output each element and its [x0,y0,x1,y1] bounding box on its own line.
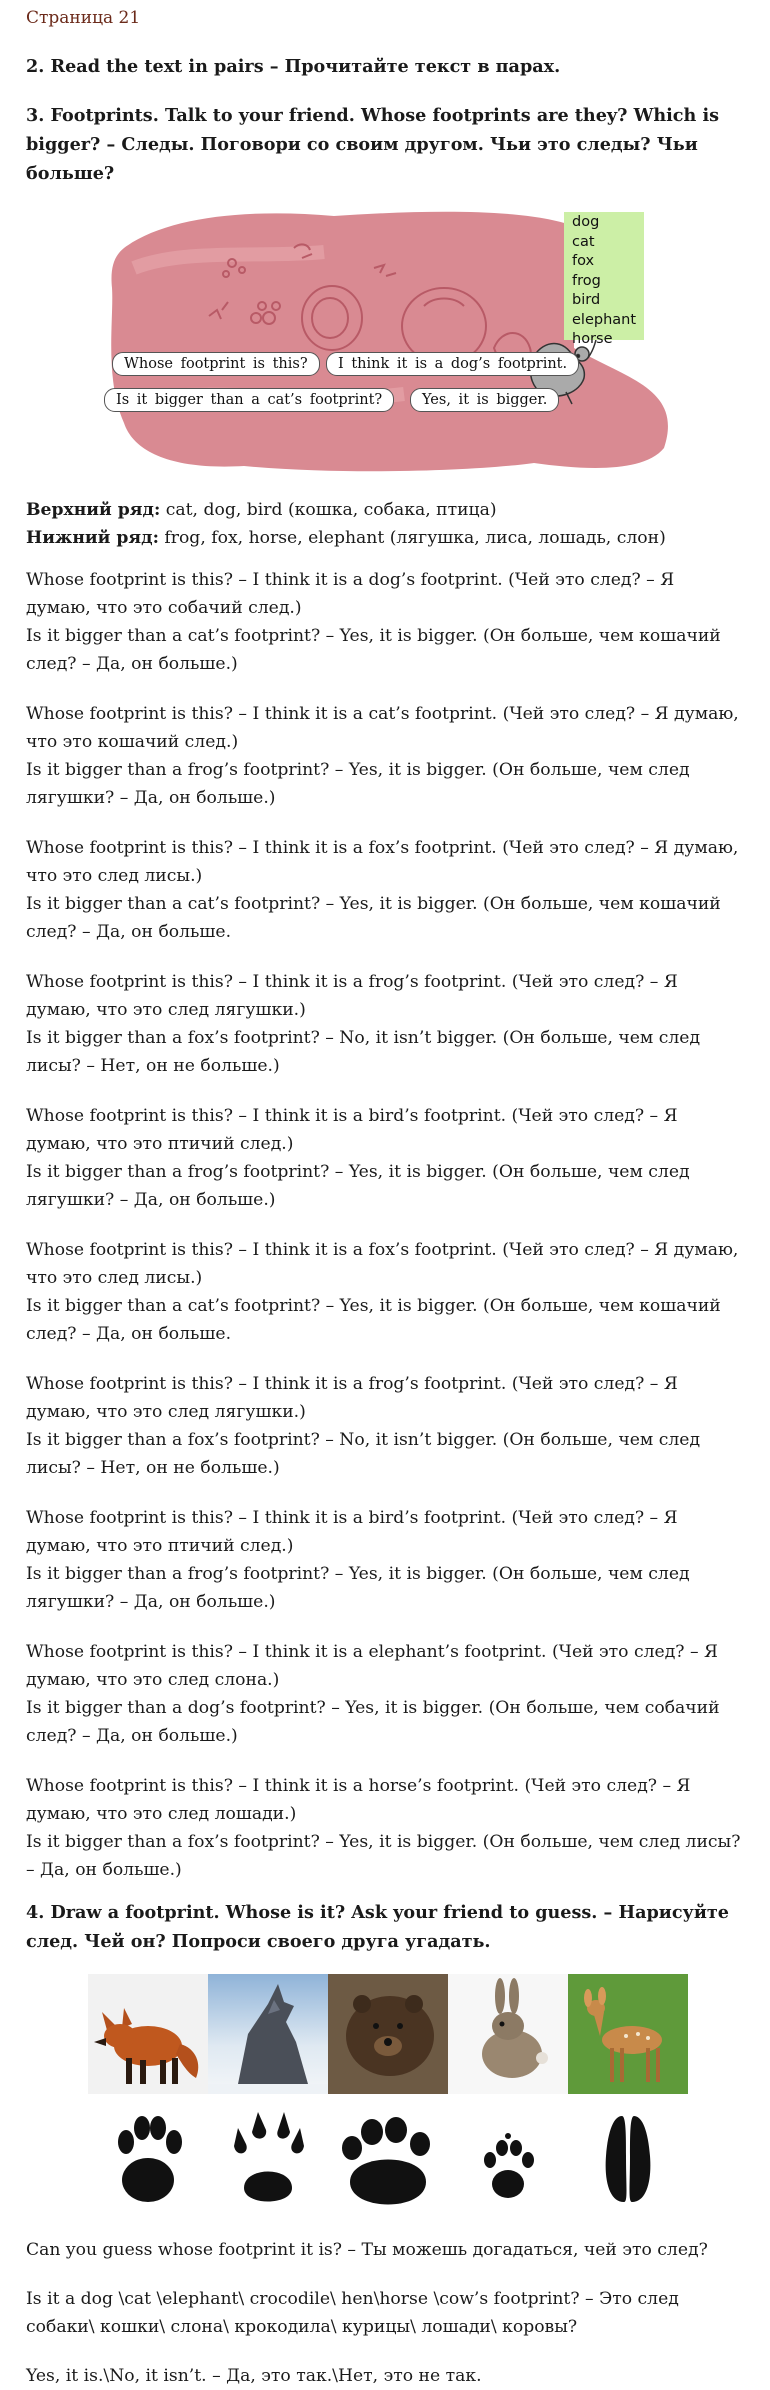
top-row-line [26,496,744,524]
dialogue-answer: Is it bigger than a frog’s footprint? – Yes, it is bigger. (Он больше, чем след лягушки? – Да, он больше.) [26,1162,690,1210]
bottom-row-line [26,524,744,552]
deer-photo-icon [568,1974,688,2094]
dialogue-block [26,566,744,678]
guess-answer: Yes, it is.\No, it isn’t. – Да, это так.\Нет, это не так. [26,2366,482,2386]
dialogue-answer: Is it bigger than a dog’s footprint? – Yes, it is bigger. (Он больше, чем собачий след? – Да, он больше.) [26,1698,720,1746]
bear-paw-print-icon [328,2102,448,2222]
bear-photo-icon [328,1974,448,2094]
dialogue-answer: Is it bigger than a fox’s footprint? – No, it isn’t bigger. (Он больше, чем след лисы? – Нет, он не больше.) [26,1028,701,1076]
speech-bubble: I think it is a dog’s footprint. [326,352,579,376]
dialogue-answer: Is it bigger than a fox’s footprint? – Yes, it is bigger. (Он больше, чем след лисы? – Да, он больше.) [26,1832,741,1880]
rows-answer [26,496,744,552]
dialogue-answer: Is it bigger than a cat’s footprint? – Yes, it is bigger. (Он больше, чем кошачий след? – Да, он больше. [26,1296,721,1344]
dialogue-question: Whose footprint is this? – I think it is a fox’s footprint. (Чей это след? – Я думаю, что это след лисы.) [26,1240,739,1288]
dialogue-block [26,1504,744,1616]
dialogue-question: Whose footprint is this? – I think it is a horse’s footprint. (Чей это след? – Я думаю, что это след лошади.) [26,1776,691,1824]
word-item: horse [572,331,613,347]
guess-list: Is it a dog \cat \elephant\ crocodile\ hen\horse \cow’s footprint? – Это след собаки\ кошки\ слона\ крокодила\ курицы\ лошади\ коровы? [26,2289,679,2337]
word-item: bird [572,292,601,308]
word-item: fox [572,253,595,269]
breadcrumb[interactable]: Страница 21 [26,8,141,28]
dialogue-block [26,968,744,1080]
dialogue-question: Whose footprint is this? – I think it is a elephant’s footprint. (Чей это след? – Я думаю, что это след слона.) [26,1642,718,1690]
word-item: elephant [572,311,637,328]
fox-photo-icon [88,1974,208,2094]
dialogue-question: Whose footprint is this? – I think it is a bird’s footprint. (Чей это след? – Я думаю, что это птичий след.) [26,1106,678,1154]
task-4-heading: 4. Draw a footprint. Whose is it? Ask your friend to guess. – Нарисуйте след. Чей он? Попроси своего друга угадать. [26,1902,729,1952]
animals-and-footprints [0,1974,770,2234]
animal-word-list [564,212,644,347]
dialogue-block [26,834,744,946]
bottom-row-label: Нижний ряд: [26,528,159,548]
speech-bubble: Yes, it is bigger. [410,388,559,412]
dialogue-block [26,700,744,812]
word-item: cat [572,233,595,250]
top-row-text: cat, dog, bird (кошка, собака, птица) [160,500,497,520]
dialogue-question: Whose footprint is this? – I think it is a dog’s footprint. (Чей это след? – Я думаю, что это собачий след.) [26,570,675,618]
dialogue-answer: Is it bigger than a fox’s footprint? – No, it isn’t bigger. (Он больше, чем след лисы? – Нет, он не больше.) [26,1430,701,1478]
fox-paw-print-icon [88,2102,208,2222]
wolf-paw-print-icon [208,2102,328,2222]
rabbit-paw-print-icon [448,2102,568,2222]
word-item: frog [572,272,601,289]
wolf-photo-icon [208,1974,328,2094]
dialogue-block [26,1236,744,1348]
dialogue-block [26,1772,744,1884]
dialogue-block [26,1102,744,1214]
deer-hoof-print-icon [568,2102,688,2222]
bottom-row-text: frog, fox, horse, elephant (лягушка, лиса, лошадь, слон) [158,528,666,548]
dialogue-answer: Is it bigger than a frog’s footprint? – Yes, it is bigger. (Он больше, чем след лягушки? – Да, он больше.) [26,760,690,808]
guess-question: Can you guess whose footprint it is? – Ты можешь догадаться, чей это след? [26,2240,708,2260]
dialogue-block [26,1638,744,1750]
dialogue-question: Whose footprint is this? – I think it is a cat’s footprint. (Чей это след? – Я думаю, что это кошачий след.) [26,704,739,752]
dialogue-block [26,1370,744,1482]
dialogue-answer: Is it bigger than a cat’s footprint? – Yes, it is bigger. (Он больше, чем кошачий след? – Да, он больше. [26,894,721,942]
dialogue-answer: Is it bigger than a frog’s footprint? – Yes, it is bigger. (Он больше, чем след лягушки? – Да, он больше.) [26,1564,690,1612]
dialogue-question: Whose footprint is this? – I think it is a bird’s footprint. (Чей это след? – Я думаю, что это птичий след.) [26,1508,678,1556]
speech-bubble: Whose footprint is this? [112,352,320,376]
rabbit-photo-icon [448,1974,568,2094]
speech-bubble: Is it bigger than a cat’s footprint? [104,388,394,412]
word-item: dog [572,214,600,230]
dialogue-answer: Is it bigger than a cat’s footprint? – Yes, it is bigger. (Он больше, чем кошачий след? – Да, он больше.) [26,626,721,674]
task-3-heading: 3. Footprints. Talk to your friend. Whose footprints are they? Which is bigger? – Следы. Поговори со своим другом. Чьи это следы? Чьи больше? [26,105,720,184]
dialogue-question: Whose footprint is this? – I think it is a frog’s footprint. (Чей это след? – Я думаю, что это след лягушки.) [26,972,678,1020]
task-2-heading: 2. Read the text in pairs – Прочитайте текст в парах. [26,56,561,77]
dialogue-question: Whose footprint is this? – I think it is a frog’s footprint. (Чей это след? – Я думаю, что это след лягушки.) [26,1374,678,1422]
top-row-label: Верхний ряд: [26,500,161,520]
footprints-illustration [104,208,684,476]
dialogue-question: Whose footprint is this? – I think it is a fox’s footprint. (Чей это след? – Я думаю, что это след лисы.) [26,838,739,886]
